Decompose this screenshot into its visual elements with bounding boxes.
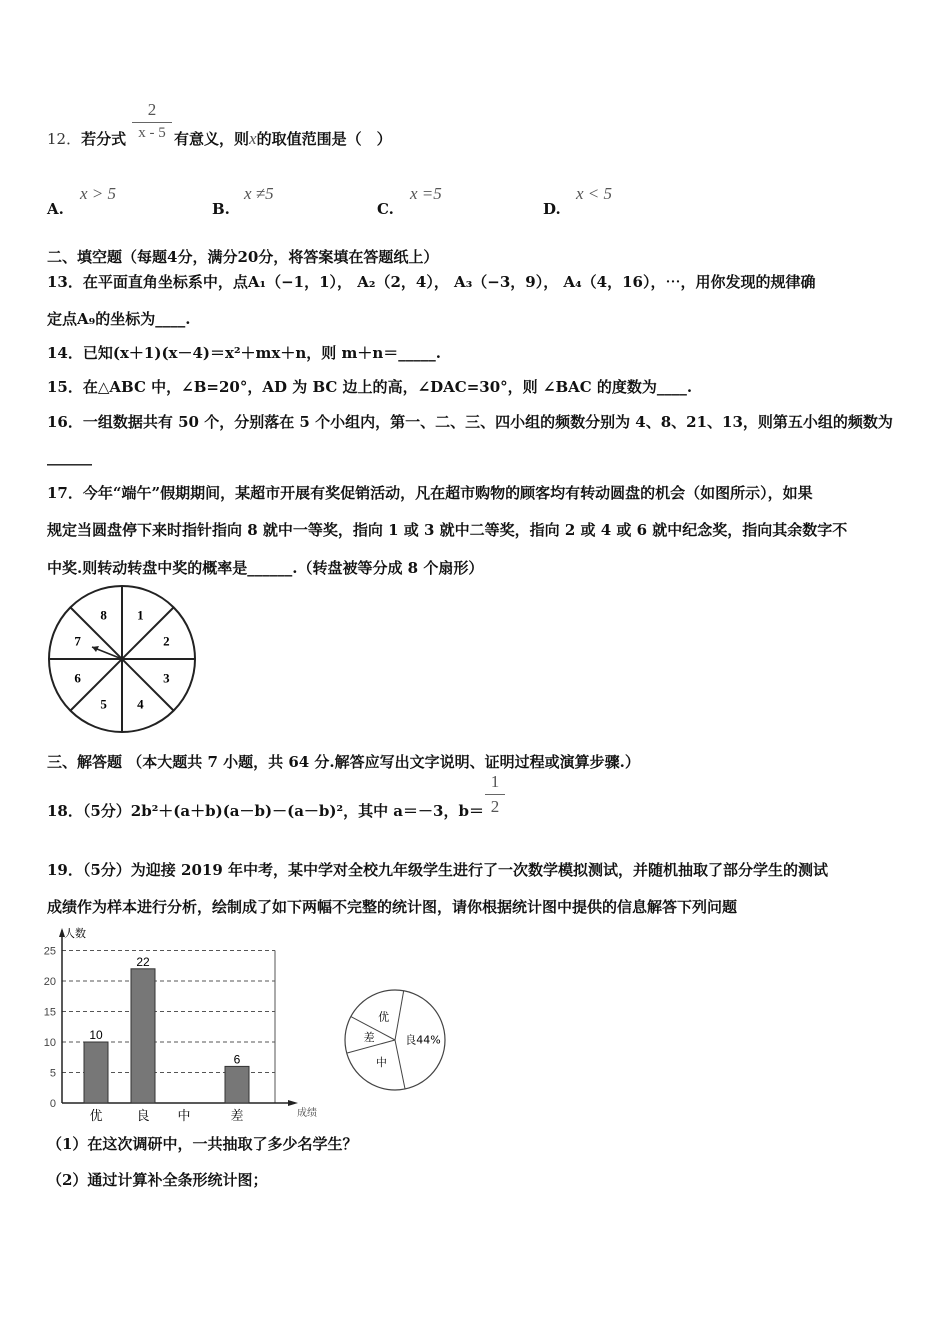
- pie-label: 良44%: [405, 1033, 441, 1047]
- y-tick-label: 5: [49, 1067, 56, 1080]
- x-tick-label: 良: [136, 1109, 150, 1124]
- bar-差: [225, 1066, 249, 1103]
- q12-fraction: 2 x - 5: [132, 100, 172, 142]
- option-a-value: x > 5: [80, 184, 117, 203]
- section-2-heading: 二、填空题（每题4分，满分20分，将答案填在答题纸上）: [47, 248, 439, 266]
- option-b-label: B.: [212, 200, 230, 218]
- data-label: 6: [233, 1052, 241, 1067]
- data-label: 22: [136, 954, 150, 969]
- q17-line3: 中奖.则转动转盘中奖的概率是______.（转盘被等分成 8 个扇形）: [47, 559, 484, 577]
- y-tick-label: 25: [43, 945, 56, 958]
- pie-slice-edge: [395, 1040, 405, 1089]
- option-c-value: x =5: [410, 184, 442, 203]
- pie-label: 中: [375, 1056, 387, 1070]
- bar-良: [131, 969, 155, 1103]
- wheel-label-1: 1: [137, 607, 144, 623]
- q19-line1: 19．（5分）为迎接 2019 年中考，某中学对全校九年级学生进行了一次数学模拟测试，并随机抽取了部分学生的测试: [47, 861, 829, 879]
- y-tick-label: 20: [43, 976, 56, 988]
- wheel-label-6: 6: [74, 670, 81, 686]
- y-axis-title: 人数: [64, 927, 86, 940]
- wheel-label-5: 5: [100, 696, 107, 712]
- option-d-label: D.: [543, 200, 561, 218]
- x-tick-label: 差: [230, 1109, 244, 1124]
- q13-line1: 13．在平面直角坐标系中，点A₁（−1，1）， A₂（2，4）， A₃（−3，9）， A₄（4，16），⋯，用你发现的规律确: [47, 273, 816, 291]
- wheel-label-7: 7: [74, 633, 81, 649]
- q19-sub2: （2）通过计算补全条形统计图；: [47, 1171, 268, 1189]
- y-tick-label: 10: [43, 1037, 56, 1049]
- q12-text-2: 有意义，则x的取值范围是（ ）: [174, 129, 392, 148]
- y-tick-label: 0: [49, 1098, 56, 1110]
- bar-chart: [44, 926, 317, 1124]
- x-axis-arrow: [288, 1100, 298, 1106]
- pie-chart: [345, 990, 445, 1090]
- pie-label: 优: [378, 1010, 390, 1024]
- option-c-label: C.: [377, 200, 394, 218]
- option-d-value: x < 5: [576, 184, 613, 203]
- option-a-label: A.: [47, 200, 64, 218]
- q16-blank: ______: [47, 448, 92, 466]
- x-tick-label: 中: [177, 1109, 191, 1124]
- x-tick-label: 优: [89, 1109, 103, 1124]
- q19-line2: 成绩作为样本进行分析，绘制成了如下两幅不完整的统计图，请你根据统计图中提供的信息解答下列问题: [47, 898, 738, 916]
- q17-line1: 17．今年“端午”假期期间，某超市开展有奖促销活动，凡在超市购物的顾客均有转动圆盘的机会（如图所示），如果: [47, 484, 813, 502]
- y-tick-label: 15: [43, 1006, 56, 1019]
- q18-fraction: 1 2: [485, 772, 505, 817]
- q14-text: 14．已知(x＋1)(x－4)＝x²＋mx＋n，则 m＋n＝_____.: [47, 344, 441, 362]
- q17-line2: 规定当圆盘停下来时指针指向 8 就中一等奖，指向 1 或 3 就中二等奖，指向 2 或 4 或 6 就中纪念奖，指向其余数字不: [47, 521, 848, 539]
- data-label: 10: [89, 1028, 103, 1042]
- wheel-label-2: 2: [163, 633, 170, 649]
- q13-line2: 定点A₉的坐标为____.: [47, 310, 191, 328]
- q19-sub1: （1）在这次调研中，一共抽取了多少名学生？: [47, 1135, 358, 1153]
- option-b-value: x ≠5: [244, 184, 274, 203]
- wheel-label-8: 8: [100, 607, 107, 623]
- pie-label: 差: [363, 1031, 375, 1045]
- wheel-label-4: 4: [137, 696, 144, 712]
- bar-优: [84, 1042, 108, 1103]
- section-3-heading: 三、解答题 （本大题共 7 小题，共 64 分.解答应写出文字说明、证明过程或演算步骤.）: [47, 753, 640, 771]
- pie-slice-edge: [395, 991, 404, 1040]
- q16-line1: 16．一组数据共有 50 个，分别落在 5 个小组内，第一、二、三、四小组的频数分别为 4、8、21、13，则第五小组的频数为: [47, 413, 893, 431]
- wheel-label-3: 3: [163, 670, 170, 686]
- x-axis-title: 成绩: [297, 1108, 317, 1119]
- spinner-wheel: [49, 586, 195, 732]
- q12-text: 12．若分式: [47, 130, 127, 148]
- q15-text: 15．在△ABC 中，∠B=20°，AD 为 BC 边上的高，∠DAC=30°，则 ∠BAC 的度数为____.: [47, 378, 693, 396]
- q18-text: 18．（5分）2b²＋(a＋b)(a－b)－(a－b)²，其中 a＝－3，b＝: [47, 802, 484, 820]
